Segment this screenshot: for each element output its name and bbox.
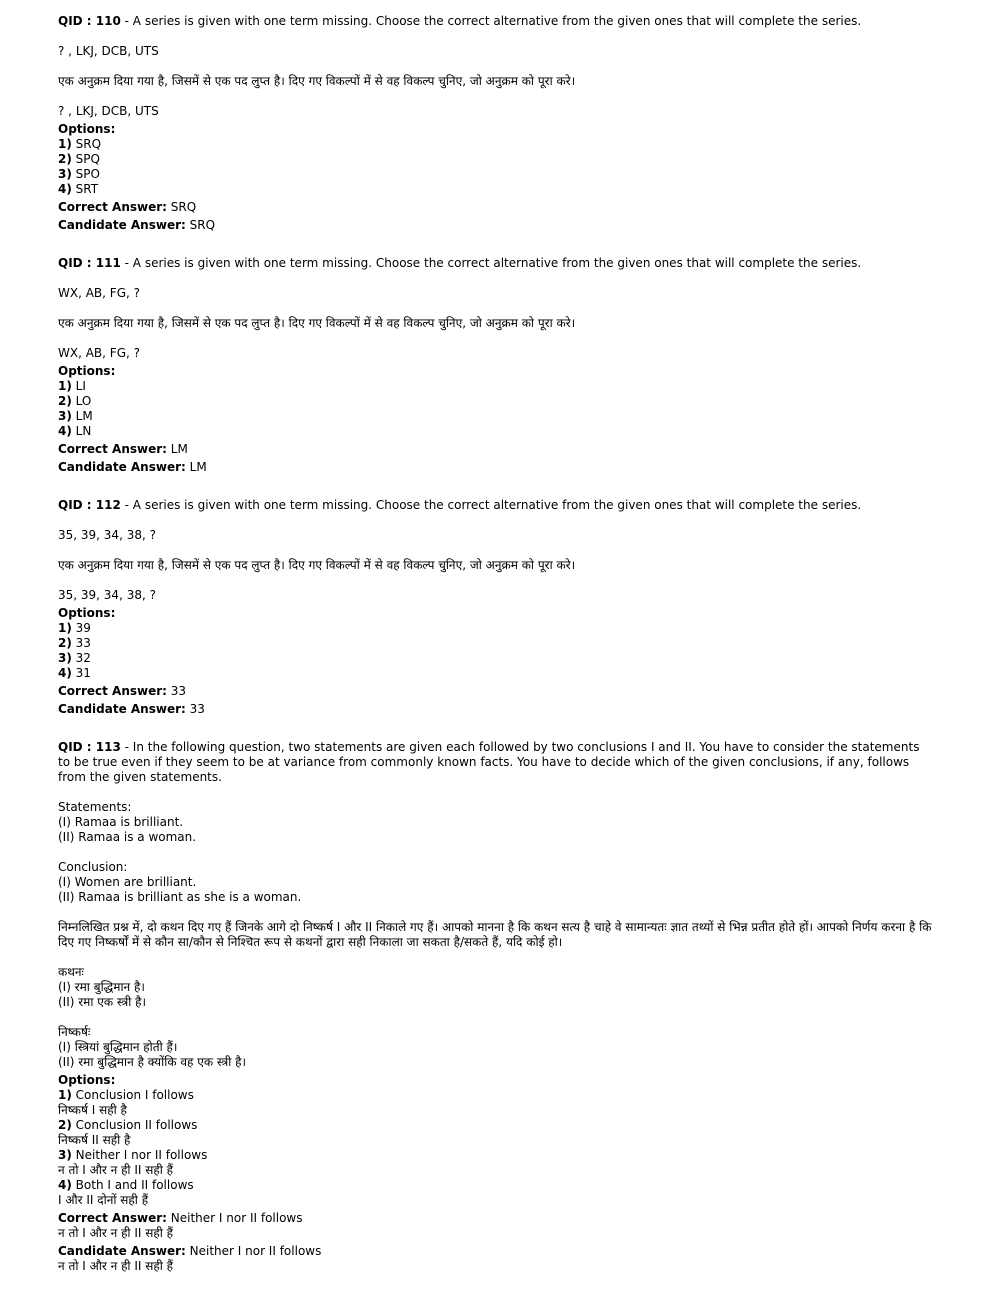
option-item-hi: निष्कर्ष I सही है (58, 1103, 127, 1117)
statement-item-hi: (I) रमा बुद्धिमान है। (58, 980, 145, 994)
series-en: WX, AB, FG, ? (58, 286, 140, 300)
option-item: 2) SPQ (58, 152, 100, 166)
series-hi: ? , LKJ, DCB, UTS (58, 104, 159, 118)
candidate-answer: Candidate Answer: Neither I nor II follows (58, 1244, 322, 1258)
conclusion-item: (I) Women are brilliant. (58, 875, 197, 889)
qid-label: QID : 111 (58, 256, 121, 270)
statement-item: (I) Ramaa is brilliant. (58, 815, 184, 829)
options-label: Options: (58, 1073, 116, 1087)
qid-label: QID : 112 (58, 498, 121, 512)
question-text (58, 498, 934, 513)
option-item: 4) LN (58, 424, 92, 438)
option-item: 3) Neither I nor II follows (58, 1148, 208, 1162)
option-item: 3) 32 (58, 651, 91, 665)
option-item: 2) Conclusion II follows (58, 1118, 198, 1132)
question-block (58, 740, 934, 1274)
conclusion-item-hi: (I) स्त्रियां बुद्धिमान होती हैं। (58, 1040, 178, 1054)
statements-label: Statements: (58, 800, 132, 814)
correct-answer: Correct Answer: Neither I nor II follows (58, 1211, 303, 1225)
option-item-hi: I और II दोनों सही हैं (58, 1193, 149, 1207)
option-item-hi: न तो I और न ही II सही हैं (58, 1163, 174, 1177)
option-item: 1) SRQ (58, 137, 102, 151)
option-item: 1) LI (58, 379, 86, 393)
option-item: 1) Conclusion I follows (58, 1088, 194, 1102)
statement-item-hi: (II) रमा एक स्त्री है। (58, 995, 147, 1009)
option-item: 1) 39 (58, 621, 91, 635)
option-item: 4) 31 (58, 666, 91, 680)
options-label: Options: (58, 364, 116, 378)
question-hi: एक अनुक्रम दिया गया है, जिसमें से एक पद लुप्त है। दिए गए विकल्पों में से वह विकल्प चुनिए, जो अनुक्रम को पूरा करे। (58, 558, 576, 572)
question-block (58, 498, 934, 717)
question-en: - A series is given with one term missing. Choose the correct alternative from the given ones that will complete the series. (120, 14, 862, 28)
question-en: - A series is given with one term missing. Choose the correct alternative from the given ones that will complete the series. (120, 256, 862, 270)
correct-answer: Correct Answer: LM (58, 442, 188, 456)
question-block (58, 14, 934, 233)
candidate-answer-hi: न तो I और न ही II सही हैं (58, 1259, 174, 1273)
option-item: 2) 33 (58, 636, 91, 650)
question-text (58, 740, 934, 785)
question-hi: निम्नलिखित प्रश्न में, दो कथन दिए गए हैं जिनके आगे दो निष्कर्ष I और II निकाले गए हैं। आपको मानना है कि कथन सत्य है चाहे वे सामान्यतः ज्ञात तथ्यों से भिन्न प्रतीत होते हों। आपको निर्णय करना है कि दिए गए निष्कर्षों में से कौन सा/कौन से निश्चित रूप से कथनों द्वारा सही निकाला जा सकता है/सकते हैं, यदि कोई हो। (58, 920, 936, 949)
candidate-answer: Candidate Answer: LM (58, 460, 207, 474)
options-label: Options: (58, 606, 116, 620)
question-en: - A series is given with one term missing. Choose the correct alternative from the given ones that will complete the series. (120, 498, 862, 512)
conclusion-item: (II) Ramaa is brilliant as she is a woman. (58, 890, 302, 904)
option-item: 4) SRT (58, 182, 99, 196)
conclusion-item-hi: (II) रमा बुद्धिमान है क्योंकि वह एक स्त्री है। (58, 1055, 247, 1069)
series-hi: 35, 39, 34, 38, ? (58, 588, 156, 602)
question-hi: एक अनुक्रम दिया गया है, जिसमें से एक पद लुप्त है। दिए गए विकल्पों में से वह विकल्प चुनिए, जो अनुक्रम को पूरा करे। (58, 316, 576, 330)
series-en: ? , LKJ, DCB, UTS (58, 44, 159, 58)
correct-answer: Correct Answer: 33 (58, 684, 187, 698)
option-item: 2) LO (58, 394, 92, 408)
question-text (58, 14, 934, 29)
conclusion-label-hi: निष्कर्षः (58, 1025, 91, 1039)
series-hi: WX, AB, FG, ? (58, 346, 140, 360)
question-hi: एक अनुक्रम दिया गया है, जिसमें से एक पद लुप्त है। दिए गए विकल्पों में से वह विकल्प चुनिए, जो अनुक्रम को पूरा करे। (58, 74, 576, 88)
correct-answer: Correct Answer: SRQ (58, 200, 197, 214)
statements-label-hi: कथनः (58, 965, 84, 979)
question-text (58, 256, 934, 271)
question-en: - In the following question, two statements are given each followed by two conclusions I and II. You have to consider the statements to be true even if they seem to be at variance from commonly known facts. You have to decide which of the given conclusions, if any, follows from the given statements. (58, 740, 924, 784)
option-item: 4) Both I and II follows (58, 1178, 194, 1192)
option-item: 3) SPO (58, 167, 100, 181)
candidate-answer: Candidate Answer: SRQ (58, 218, 216, 232)
correct-answer-hi: न तो I और न ही II सही हैं (58, 1226, 174, 1240)
qid-label: QID : 113 (58, 740, 121, 754)
question-block (58, 256, 934, 475)
option-item: 3) LM (58, 409, 93, 423)
statement-item: (II) Ramaa is a woman. (58, 830, 197, 844)
option-item-hi: निष्कर्ष II सही है (58, 1133, 131, 1147)
options-label: Options: (58, 122, 116, 136)
series-en: 35, 39, 34, 38, ? (58, 528, 156, 542)
qid-label: QID : 110 (58, 14, 121, 28)
conclusion-label: Conclusion: (58, 860, 128, 874)
candidate-answer: Candidate Answer: 33 (58, 702, 205, 716)
